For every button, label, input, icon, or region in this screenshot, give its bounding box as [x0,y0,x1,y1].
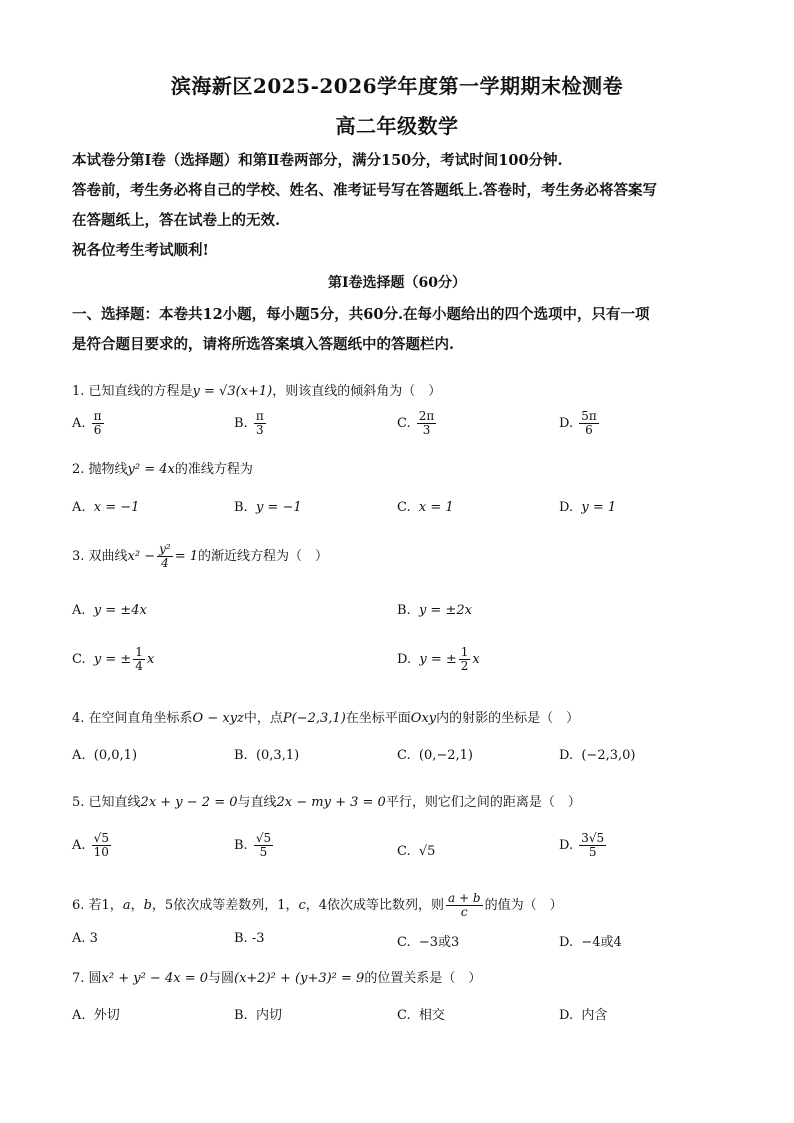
option-4c [397,748,473,763]
option-label: A. [72,748,86,763]
option-text: x [472,652,480,668]
question-6 [72,892,563,919]
question-stem: 的渐近线方程为（ ） [198,549,329,565]
option-1d [559,410,601,437]
question-math: O − xyz [192,711,244,726]
option-label: A. [72,838,86,854]
question-stem: 4. 在空间直角坐标系 [72,711,193,726]
exam-title: 滨海新区2025-2026学年度第一学期期末检测卷 [170,74,624,98]
option-text: 3 [89,931,98,946]
question-stem: ， [130,898,144,914]
option-fraction [417,410,437,437]
section-title: 第Ⅰ卷选择题（60分） [327,275,467,291]
option-6c [397,931,459,950]
option-label: D. [559,416,574,432]
option-label: D. [559,500,574,515]
option-text: x [146,652,155,668]
option-5c [397,844,435,859]
option-label: D. [559,935,574,950]
option-text: x = 1 [418,500,454,515]
question-fraction [446,892,483,919]
option-7a [72,1004,120,1023]
fraction-denominator: 3 [422,423,431,438]
option-text: (0,−2,1) [418,748,474,763]
option-5a [72,832,113,859]
option-text: −3或3 [418,935,460,950]
option-7d [559,1004,607,1023]
question-math: 2x + y − 2 = 0 [140,795,238,810]
fraction-numerator: π [93,409,102,423]
option-label: B. [234,1008,248,1023]
fraction-denominator: c [460,905,468,920]
question-stem: 1. 已知直线的方程是 [72,384,193,399]
question-3 [72,543,328,570]
question-math: = 1 [174,549,199,565]
option-label: A. [72,603,86,618]
option-1c [397,410,438,437]
option-fraction [254,410,266,437]
option-label: C. [72,652,86,668]
option-5b [234,832,275,859]
fraction-numerator: π [255,409,264,423]
option-text: x = −1 [93,500,140,515]
option-text: 内切 [255,1008,282,1023]
option-label: A. [72,416,86,432]
option-text: 内含 [581,1008,608,1023]
option-text: y = ± [93,652,132,668]
option-fraction [92,410,104,437]
question-2 [72,458,253,477]
question-stem: 平行，则它们之间的距离是（ ） [385,795,581,810]
option-label: B. [397,603,411,618]
part-instructions [72,300,732,360]
option-text: y = 1 [581,500,617,515]
option-5d [559,832,608,859]
fraction-numerator: a + b [448,891,481,905]
question-stem: 的值为（ ） [484,898,563,914]
option-3a [72,603,147,618]
option-label: D. [559,748,574,763]
option-2a [72,500,139,515]
question-math: 2x − my + 3 = 0 [276,795,386,810]
question-math: y² = 4x [127,462,175,477]
option-text: −4或4 [581,935,622,950]
exam-instructions [72,146,732,266]
option-label: B. [234,416,248,432]
option-text: (0,0,1) [93,748,138,763]
instruction-line: 本试卷分第Ⅰ卷（选择题）和第Ⅱ卷两部分，满分150分，考试时间100分钟. [72,152,563,169]
option-text: 相交 [418,1008,445,1023]
option-3b [397,603,472,618]
question-stem: 中，点 [243,711,283,726]
instruction-line: 答卷前，考生务必将自己的学校、姓名、准考证号写在答题纸上.答卷时，考生务必将答案写 [72,182,658,199]
fraction-denominator: 6 [93,423,102,438]
option-label: B. [234,500,248,515]
question-math: (x+2)² + (y+3)² = 9 [234,971,365,986]
fraction-denominator: 10 [93,845,109,860]
option-3d [397,646,480,673]
instruction-line: 祝各位考生考试顺利! [72,242,209,259]
question-stem: 3. 双曲线 [72,549,128,565]
option-4d [559,748,635,763]
question-stem: 6. 若1， [72,898,123,914]
question-7 [72,967,481,986]
part-line: 一、选择题：本卷共12小题，每小题5分，共60分.在每小题给出的四个选项中，只有一项 [72,306,650,323]
option-label: A. [72,931,86,946]
option-text: y = ± [419,652,457,668]
option-label: D. [559,1008,574,1023]
option-2b [234,500,302,515]
option-text: y = ±4x [93,603,147,618]
option-label: C. [397,935,411,950]
option-label: C. [397,844,411,859]
question-math: b [143,898,152,914]
fraction-denominator: 5 [259,845,268,860]
option-label: D. [397,652,412,668]
option-label: C. [397,748,411,763]
option-7b [234,1004,282,1023]
option-7c [397,1004,445,1023]
option-2d [559,500,616,515]
option-2c [397,500,454,515]
fraction-numerator: 5π [581,409,597,423]
fraction-numerator: √5 [93,831,109,845]
fraction-numerator: 1 [460,645,469,659]
option-label: A. [72,500,86,515]
option-1b [234,410,268,437]
fraction-denominator: 2 [460,659,469,674]
question-math: a [122,898,131,914]
instruction-line: 在答题纸上，答在试卷上的无效. [72,212,281,229]
question-4 [72,707,579,726]
question-stem: 与直线 [237,795,277,810]
option-label: B. [234,838,248,854]
question-stem: 的位置关系是（ ） [364,971,482,986]
fraction-numerator: 2π [418,409,435,423]
option-6d [559,931,622,950]
option-fraction [254,832,273,859]
option-label: C. [397,500,411,515]
question-stem: 2. 抛物线 [72,462,128,477]
fraction-numerator: √5 [255,831,272,845]
option-label: D. [559,838,574,854]
option-fraction [579,410,599,437]
question-math: P(−2,3,1) [282,711,346,726]
question-math: Oxy [410,711,437,726]
question-stem: 的准线方程为 [174,462,253,477]
question-stem: ，则该直线的倾斜角为（ ） [272,384,442,399]
option-fraction [133,646,145,673]
question-5 [72,791,581,810]
question-1 [72,380,441,399]
option-text: y = ±2x [418,603,472,618]
option-label: A. [72,1008,86,1023]
option-3c [72,646,154,673]
option-fraction [92,832,111,859]
fraction-denominator: 5 [588,845,597,860]
option-label: C. [397,416,411,432]
fraction-denominator: 3 [255,423,264,438]
option-text: y = −1 [255,500,302,515]
question-stem: ，4依次成等比数列，则 [305,898,445,914]
question-stem: 7. 圆 [72,971,102,986]
option-fraction [579,832,606,859]
option-1a [72,410,106,437]
option-text: (0,3,1) [255,748,300,763]
fraction-denominator: 4 [161,556,169,571]
question-math: x² + y² − 4x = 0 [101,971,208,986]
fraction-numerator: y² [159,542,171,556]
option-4b [234,748,299,763]
option-text: √5 [418,844,436,859]
option-label: B. [234,931,248,946]
question-stem: ，5依次成等差数列，1， [151,898,299,914]
option-6b [234,931,265,946]
question-stem: 5. 已知直线 [72,795,141,810]
option-label: B. [234,748,248,763]
fraction-numerator: 1 [135,645,143,659]
exam-subtitle: 高二年级数学 [335,114,459,138]
question-math: x² − [127,549,156,565]
question-stem: 在坐标平面 [345,711,411,726]
question-stem: 与圆 [208,971,235,986]
option-text: (−2,3,0) [581,748,636,763]
fraction-denominator: 6 [585,423,593,438]
question-stem: 内的射影的坐标是（ ） [436,711,580,726]
option-6a [72,931,98,946]
option-4a [72,748,137,763]
question-math: y = √3(x+1) [192,384,273,399]
part-line: 是符合题目要求的，请将所选答案填入答题纸中的答题栏内. [72,336,455,353]
question-math: c [298,898,306,914]
option-text: -3 [251,931,265,946]
fraction-numerator: 3√5 [581,831,605,845]
option-label: C. [397,1008,411,1023]
option-text: 外切 [93,1008,120,1023]
question-fraction [157,543,173,570]
option-fraction [459,646,471,673]
fraction-denominator: 4 [135,659,143,674]
